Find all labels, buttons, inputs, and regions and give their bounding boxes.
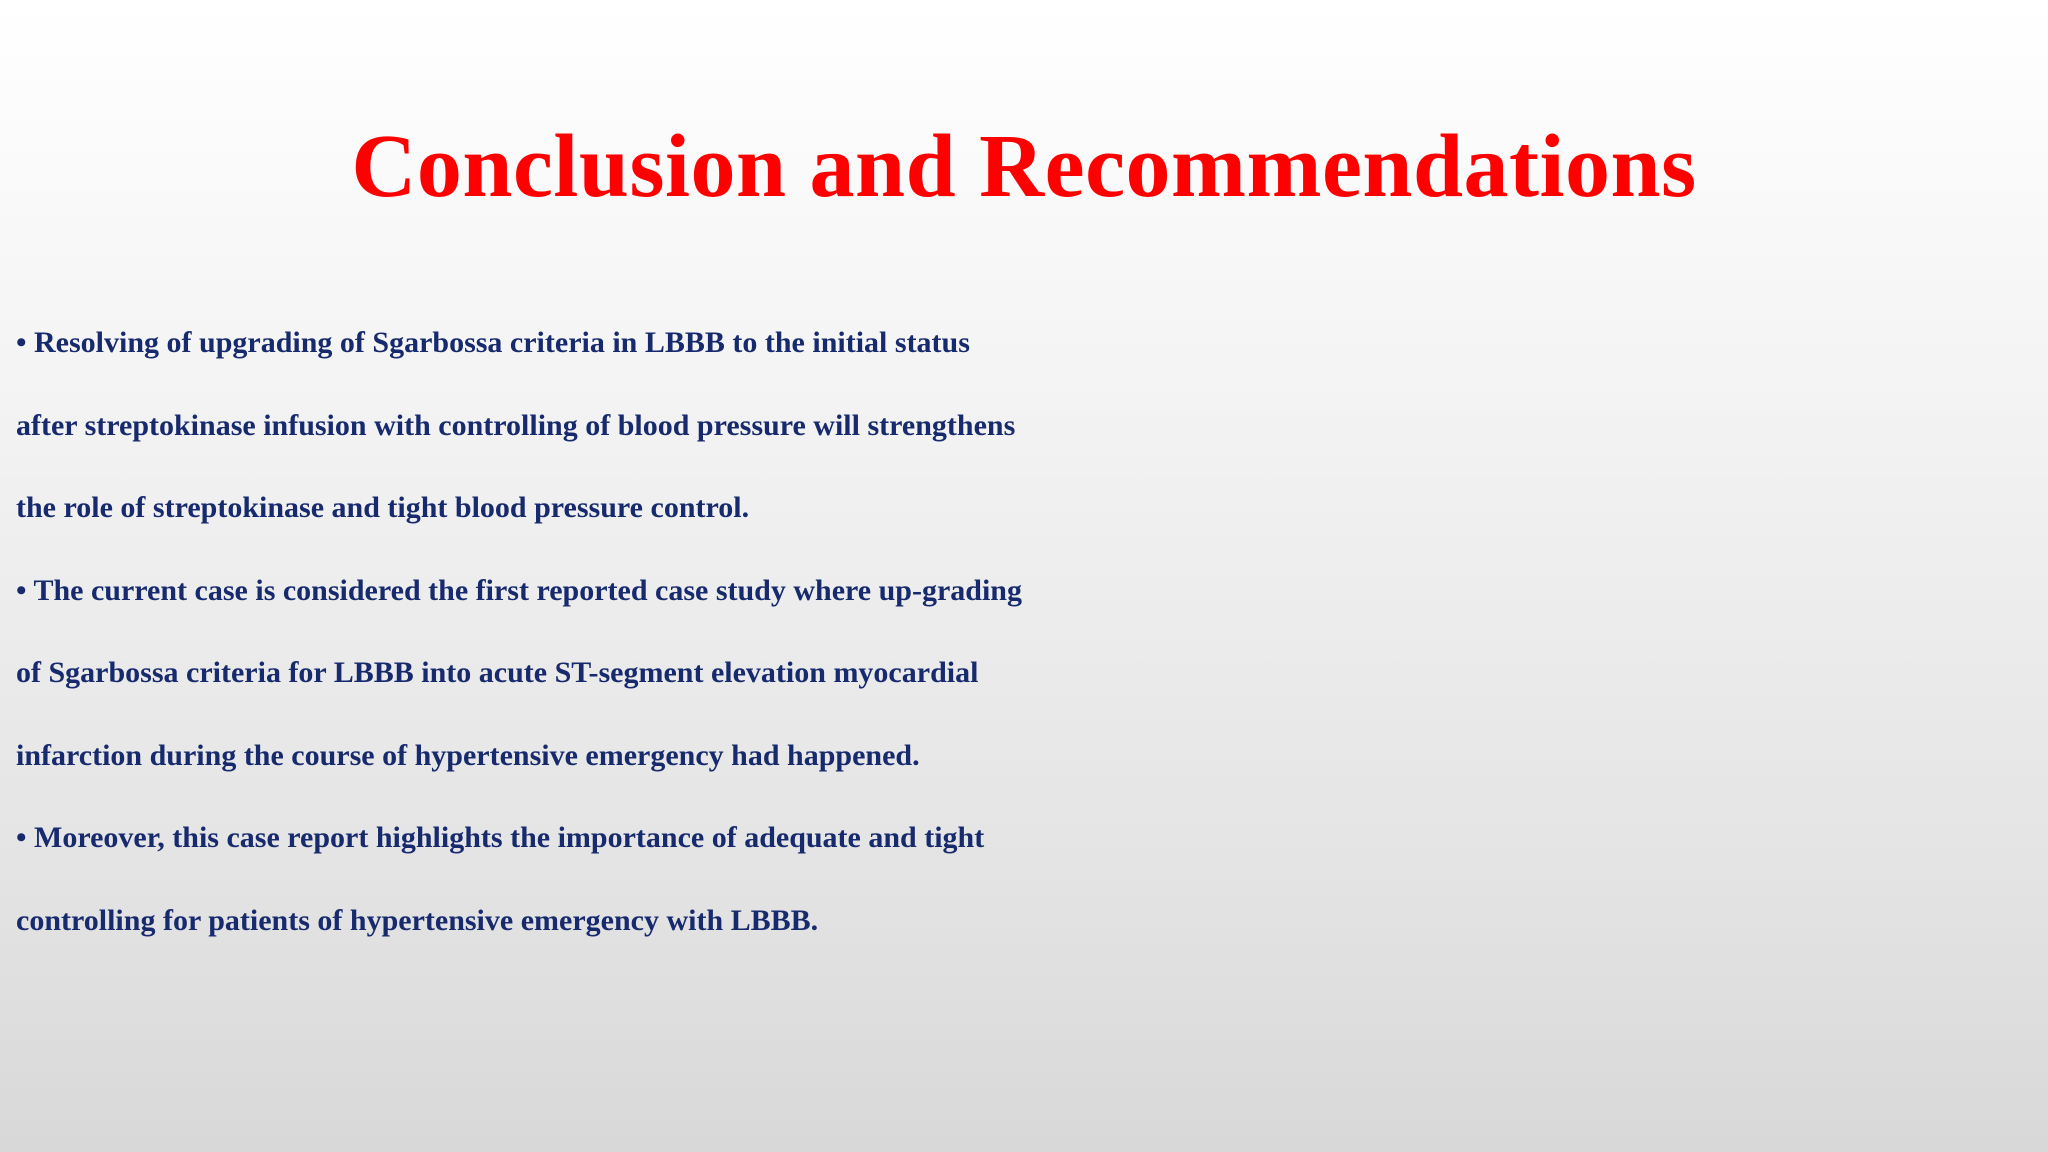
bullet-1-line-2: after streptokinase infusion with controlling of blood pressure will strengthens	[16, 408, 1016, 442]
bullet-1-line-1: • Resolving of upgrading of Sgarbossa criteria in LBBB to the initial status	[16, 326, 970, 359]
slide-title: Conclusion and Recommendations	[351, 117, 1697, 216]
bullet-2-line-2: of Sgarbossa criteria for LBBB into acute ST-segment elevation myocardial	[16, 656, 979, 689]
bullet-2-line-3: infarction during the course of hypertensive emergency had happened.	[16, 738, 920, 772]
bullet-3-line-1: • Moreover, this case report highlights the importance of adequate and tight	[16, 821, 985, 854]
slide-body	[16, 302, 2046, 962]
bullet-1-line-3: the role of streptokinase and tight blood pressure control.	[16, 491, 750, 524]
bullet-2-line-1: • The current case is considered the first reported case study where up-grading	[16, 573, 1022, 607]
bullet-3-line-2: controlling for patients of hypertensive emergency with LBBB.	[16, 903, 819, 937]
